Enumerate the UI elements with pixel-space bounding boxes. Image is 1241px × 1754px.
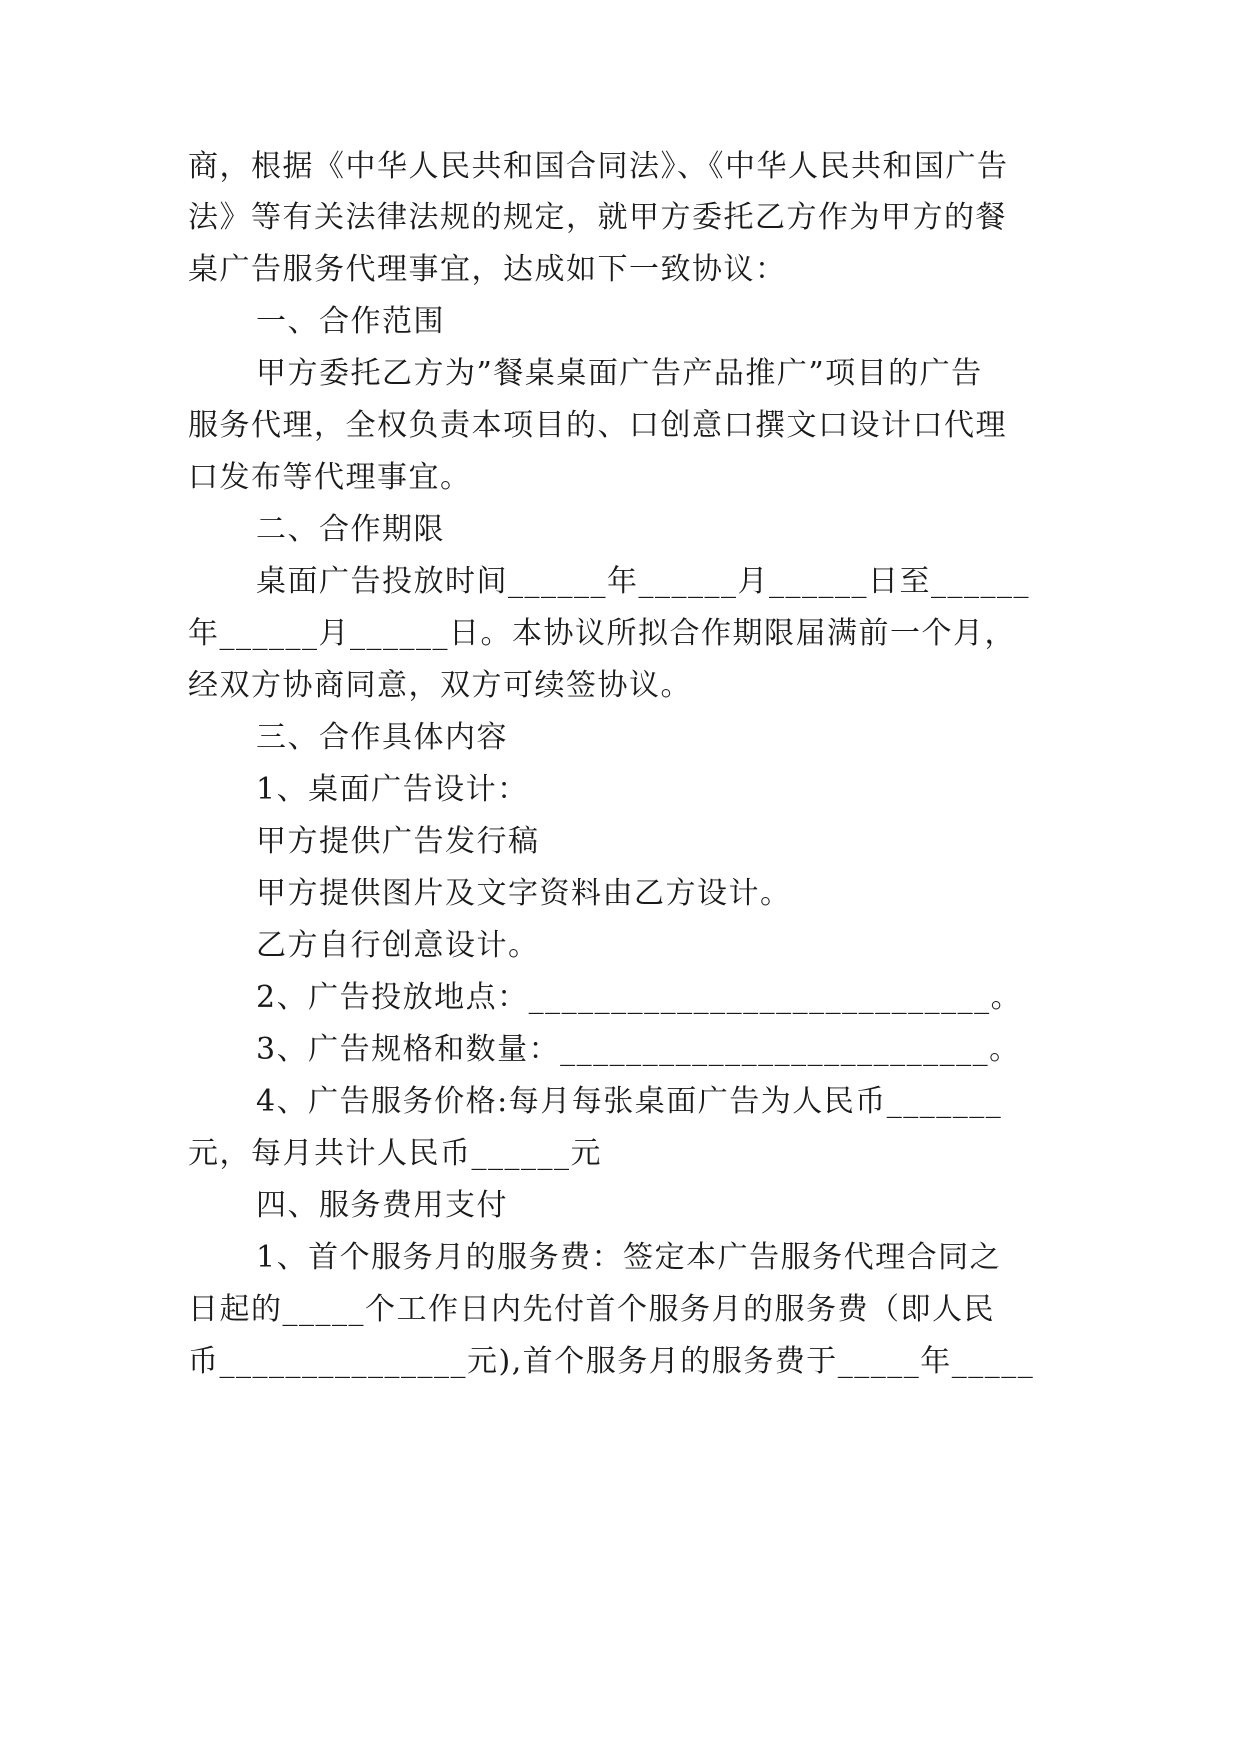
paragraph-line: 商，根据《中华人民共和国合同法》、《中华人民共和国广告 <box>188 149 1009 184</box>
section-heading: 四、服务费用支付 <box>256 1188 508 1223</box>
list-item: 1、首个服务月的服务费：签定本广告服务代理合同之 <box>256 1240 1002 1275</box>
list-item: 3、广告规格和数量：__________________________。 <box>256 1032 1021 1067</box>
paragraph-line: 甲方提供图片及文字资料由乙方设计。 <box>256 876 792 911</box>
paragraph-line: 服务代理，全权负责本项目的、口创意口撰文口设计口代理 <box>188 408 1007 443</box>
list-item: 1、桌面广告设计： <box>256 772 529 807</box>
paragraph-line: 年______月______日。本协议所拟合作期限届满前一个月， <box>188 616 1016 651</box>
paragraph-line: 口发布等代理事宜。 <box>188 460 472 495</box>
list-item: 2、广告投放地点：____________________________。 <box>256 980 1023 1015</box>
paragraph-line: 甲方委托乙方为”餐桌桌面广告产品推广”项目的广告 <box>256 356 983 391</box>
paragraph-line: 甲方提供广告发行稿 <box>256 824 540 859</box>
paragraph-line: 桌面广告投放时间______年______月______日至______ <box>256 564 1030 599</box>
paragraph-line: 乙方自行创意设计。 <box>256 928 540 963</box>
section-heading: 二、合作期限 <box>256 512 445 547</box>
section-heading: 三、合作具体内容 <box>256 720 508 755</box>
paragraph-line: 法》等有关法律法规的规定，就甲方委托乙方作为甲方的餐 <box>188 200 1007 235</box>
section-heading: 一、合作范围 <box>256 304 445 339</box>
paragraph-line: 经双方协商同意，双方可续签协议。 <box>188 668 692 703</box>
paragraph-line: 桌广告服务代理事宜，达成如下一致协议： <box>188 252 787 287</box>
paragraph-line: 日起的_____个工作日内先付首个服务月的服务费（即人民 <box>188 1292 995 1327</box>
paragraph-line: 元，每月共计人民币______元 <box>188 1136 602 1171</box>
paragraph-line: 币_______________元),首个服务月的服务费于_____年_____ <box>188 1344 1035 1379</box>
list-item: 4、广告服务价格:每月每张桌面广告为人民币_______ <box>256 1084 1003 1119</box>
